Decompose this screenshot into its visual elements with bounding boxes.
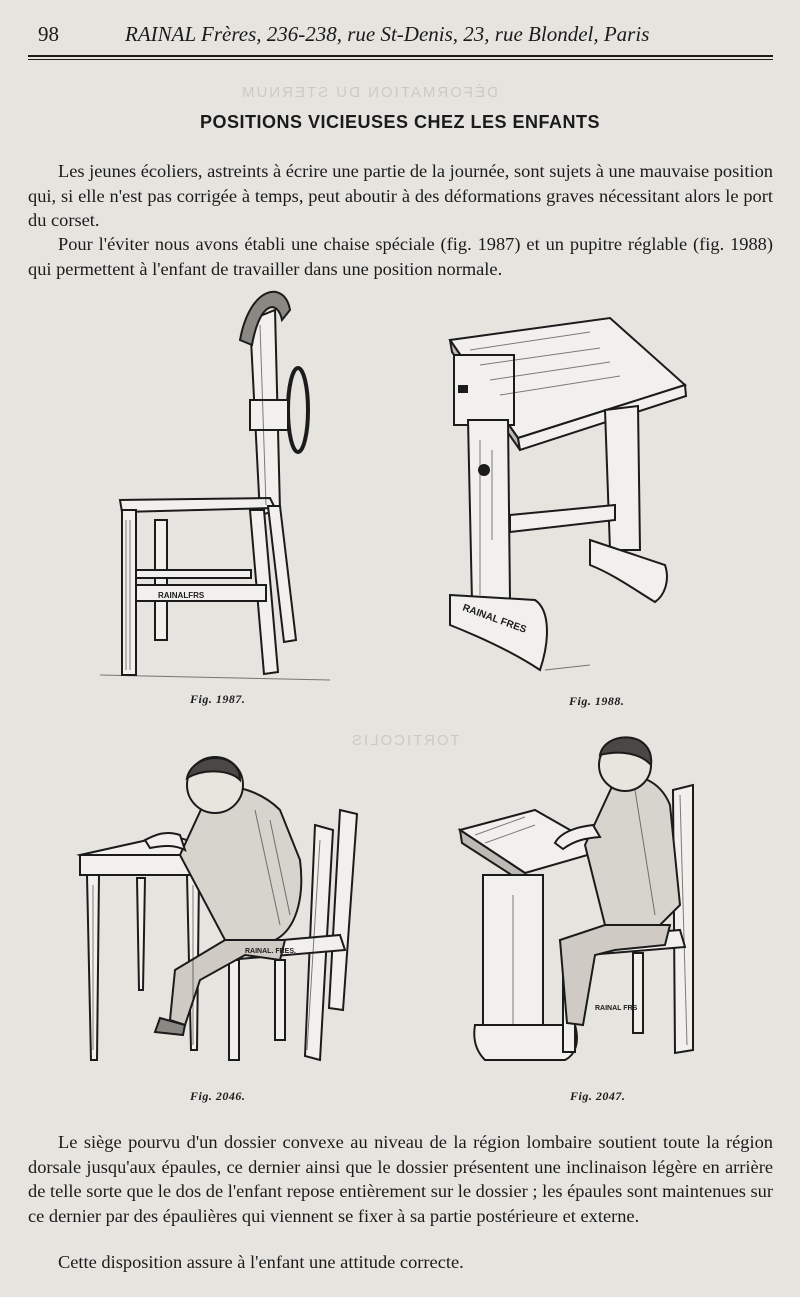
body-paragraph-1: Le siège pourvu d'un dossier convexe au niveau de la région lombaire soutient toute la région dorsale jusqu'aux épaules, ce dernier ainsi que le dossier présentent une inclinaison légère en arrière de telle sorte que le dos de l'enfant repose entièrement sur le dossier ; les épaules sont maintenues sur ce dernier par des épaulières qui viennent se fixer à sa partie postérieure et externe. — [28, 1132, 773, 1226]
caption-fig-2046: Fig. 2046. — [190, 1089, 246, 1103]
correct-posture-child-illustration — [455, 725, 765, 1070]
chair-illustration — [100, 280, 340, 700]
bleed-through-heading: DÉFORMATION DU STERNUM — [240, 84, 498, 101]
intro-paragraph-2: Pour l'éviter nous avons établi une chaise spéciale (fig. 1987) et un pupitre réglable (fig. 1988) qui permettent à l'enfant de travailler dans une position normale. — [28, 234, 773, 279]
intro-paragraph-1: Les jeunes écoliers, astreints à écrire une partie de la journée, sont sujets à une mauvaise position qui, si elle n'est pas corrigée à temps, peut aboutir à des déformations graves nécessitant alors le port du corset. — [28, 161, 773, 230]
header-rule — [28, 55, 773, 57]
section-title: POSITIONS VICIEUSES CHEZ LES ENFANTS — [199, 112, 601, 132]
chair-brand-stamp: RAINALFRS — [158, 591, 205, 600]
desk-brand-stamp: RAINAL FRES — [460, 602, 528, 636]
chair-brand-stamp-2046: RAINAL. FRES. — [245, 948, 296, 955]
figure-1987-posture-chair — [100, 280, 340, 700]
figure-2047-correct-posture — [455, 725, 765, 1070]
desk-illustration — [440, 310, 700, 695]
body-paragraph-2: Cette disposition assure à l'enfant une attitude correcte. — [58, 1252, 464, 1272]
running-head: RAINAL Frères, 236-238, rue St-Denis, 23, rue Blondel, Paris — [125, 22, 650, 46]
caption-fig-1988: Fig. 1988. — [569, 694, 625, 708]
slouching-child-illustration — [75, 750, 375, 1070]
caption-fig-1987: Fig. 1987. — [190, 692, 246, 706]
page-header — [38, 22, 773, 52]
chair-brand-stamp-2047: RAINAL FRS — [595, 1005, 638, 1012]
figure-1988-adjustable-desk — [440, 310, 700, 695]
caption-fig-2047: Fig. 2047. — [570, 1089, 626, 1103]
page-number: 98 — [38, 22, 59, 46]
bleed-through-heading-2: TORTICOLIS — [350, 732, 460, 749]
header-rule-thin — [28, 59, 773, 60]
figure-2046-incorrect-posture — [75, 750, 375, 1070]
